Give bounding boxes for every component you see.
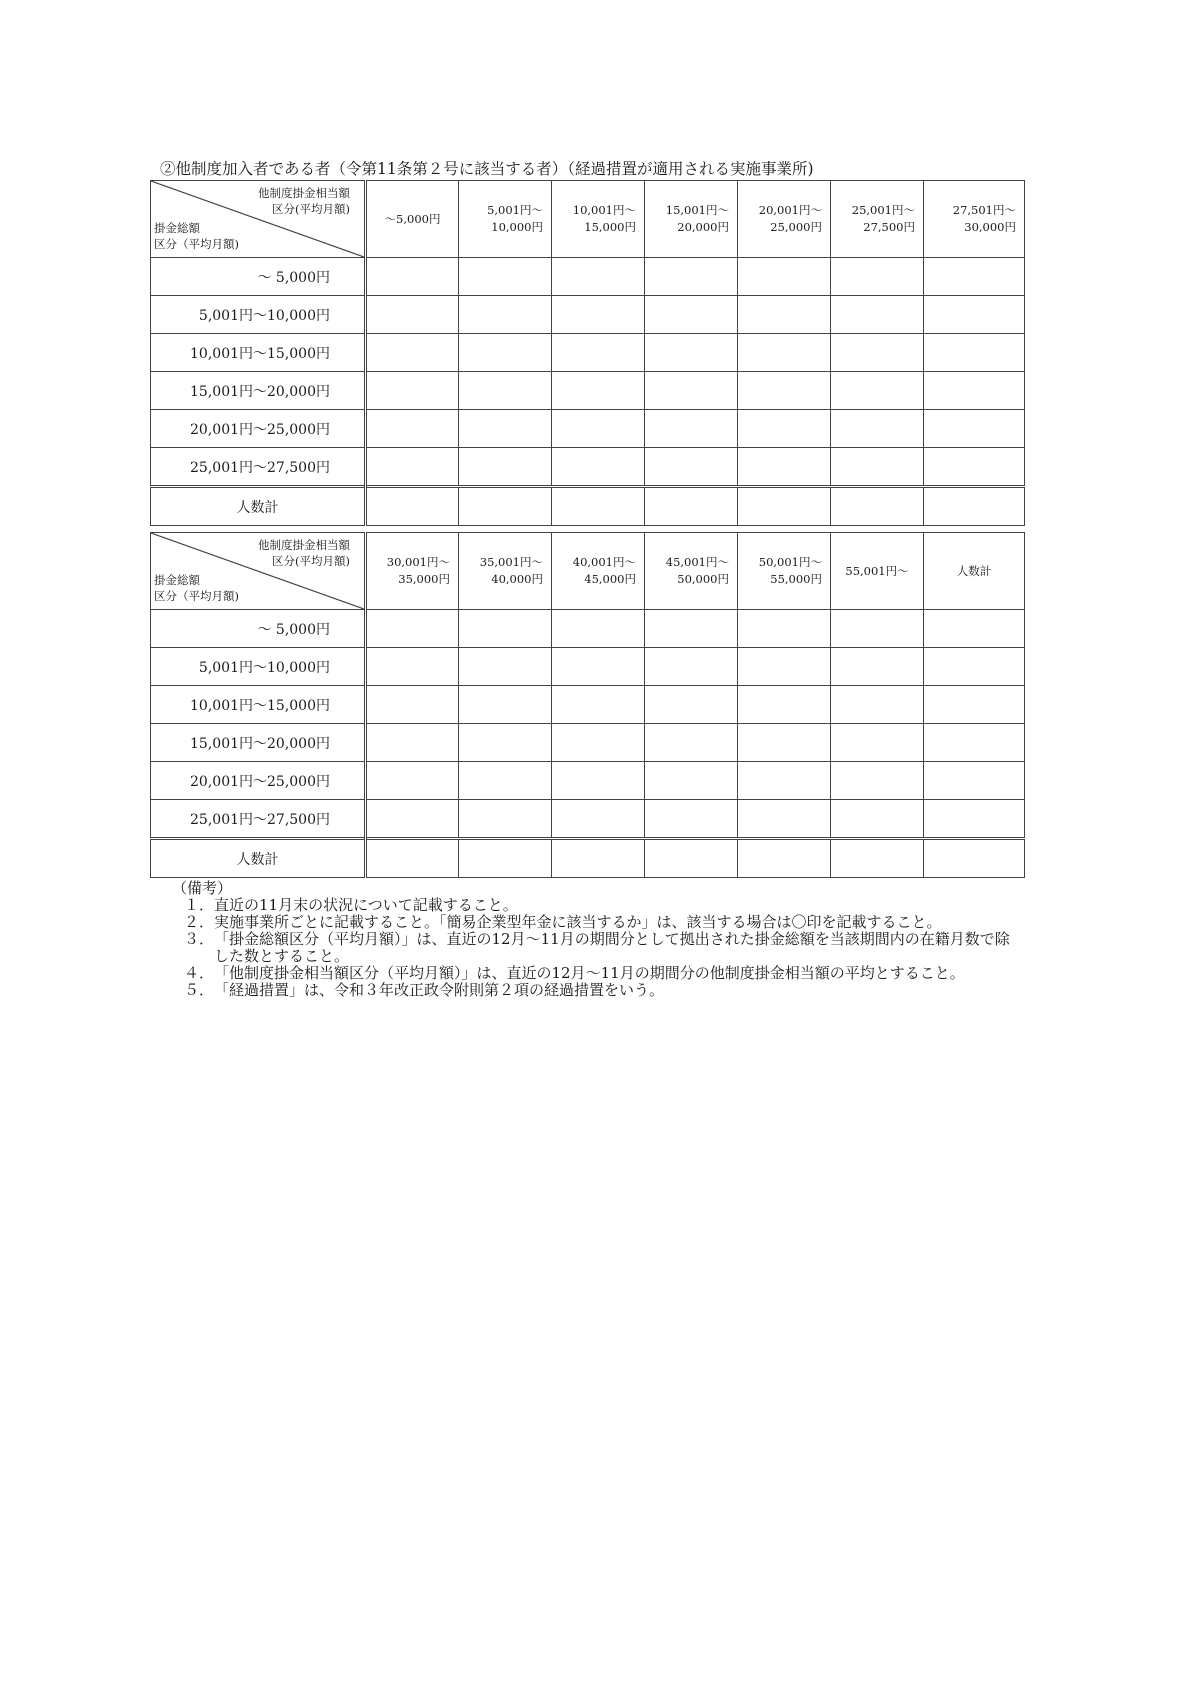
entry-cell[interactable] — [831, 334, 924, 372]
column-header-line1: ～5,000円 — [384, 211, 441, 226]
column-header — [645, 533, 738, 610]
column-header-line2: 55,000円 — [770, 572, 822, 586]
column-header-line1: 35,001円～ — [479, 555, 543, 569]
entry-cell[interactable] — [645, 372, 738, 410]
entry-cell[interactable] — [645, 648, 738, 686]
corner-column-axis-label — [258, 185, 350, 217]
entry-cell[interactable] — [366, 410, 459, 448]
column-header-line1: 55,001円～ — [845, 563, 909, 578]
entry-cell[interactable] — [738, 686, 831, 724]
entry-cell[interactable] — [645, 800, 738, 839]
row-label: ～ 5,000円 — [151, 258, 366, 296]
entry-cell[interactable] — [738, 258, 831, 296]
remark-text: 実施事業所ごとに記載すること。「簡易企業型年金に該当するか」は、該当する場合は〇印を記載すること。 — [214, 913, 942, 931]
total-entry-cell[interactable] — [552, 839, 645, 878]
entry-cell[interactable] — [924, 762, 1025, 800]
total-entry-cell[interactable] — [924, 487, 1025, 526]
column-header — [552, 533, 645, 610]
entry-cell[interactable] — [831, 448, 924, 487]
corner-top-line2: 区分(平均月額) — [272, 202, 350, 216]
entry-cell[interactable] — [831, 800, 924, 839]
entry-cell[interactable] — [831, 724, 924, 762]
total-entry-cell[interactable] — [459, 839, 552, 878]
entry-cell[interactable] — [924, 800, 1025, 839]
entry-cell[interactable] — [366, 296, 459, 334]
remark-text: 「他制度掛金相当額区分（平均月額）」は、直近の12月～11月の期間分の他制度掛金相当額の平均とすること。 — [214, 964, 965, 982]
entry-cell[interactable] — [831, 296, 924, 334]
corner-header-cell — [151, 533, 366, 610]
entry-cell[interactable] — [645, 762, 738, 800]
column-header — [831, 181, 924, 258]
table-row — [151, 724, 1025, 762]
column-header — [738, 533, 831, 610]
entry-cell[interactable] — [645, 296, 738, 334]
header-row — [151, 533, 1025, 610]
column-header-line2: 15,000円 — [584, 220, 636, 234]
column-header-line1: 50,001円～ — [758, 555, 822, 569]
entry-cell[interactable] — [459, 448, 552, 487]
entry-cell[interactable] — [738, 410, 831, 448]
entry-cell[interactable] — [645, 334, 738, 372]
column-header — [738, 181, 831, 258]
column-header-line1: 20,001円～ — [758, 203, 822, 217]
form-page — [150, 158, 1024, 999]
remarks-section — [150, 880, 1024, 999]
entry-cell[interactable] — [552, 448, 645, 487]
entry-cell[interactable] — [459, 334, 552, 372]
column-header-line2: 27,500円 — [863, 220, 915, 234]
corner-column-axis-label — [258, 537, 350, 569]
remark-text: 「掛金総額区分（平均月額）」は、直近の12月～11月の期間分として拠出された掛金総額を当該期間内の在籍月数で除した数とすること。 — [214, 930, 1010, 965]
table-row — [151, 762, 1025, 800]
total-row — [151, 487, 1025, 526]
row-label: 10,001円～15,000円 — [151, 686, 366, 724]
column-header — [459, 533, 552, 610]
total-entry-cell[interactable] — [366, 487, 459, 526]
column-header — [459, 181, 552, 258]
table-row — [151, 648, 1025, 686]
entry-cell[interactable] — [459, 610, 552, 648]
corner-bottom-line2: 区分（平均月額) — [154, 237, 239, 251]
table-row — [151, 334, 1025, 372]
entry-cell[interactable] — [459, 410, 552, 448]
entry-cell[interactable] — [552, 258, 645, 296]
entry-cell[interactable] — [924, 334, 1025, 372]
entry-cell[interactable] — [459, 648, 552, 686]
entry-cell[interactable] — [645, 448, 738, 487]
entry-cell[interactable] — [924, 296, 1025, 334]
row-label: 15,001円～20,000円 — [151, 724, 366, 762]
contribution-table-1 — [150, 180, 1025, 526]
corner-row-axis-label — [154, 220, 239, 252]
form-title: ②他制度加入者である者（令第11条第２号に該当する者）（経過措置が適用される実施事業所) — [160, 160, 814, 178]
entry-cell[interactable] — [366, 372, 459, 410]
remark-text: 直近の11月末の状況について記載すること。 — [214, 896, 518, 914]
column-header-line1: 人数計 — [956, 563, 992, 578]
entry-cell[interactable] — [924, 648, 1025, 686]
entry-cell[interactable] — [459, 724, 552, 762]
column-header — [552, 181, 645, 258]
row-label: 25,001円～27,500円 — [151, 800, 366, 839]
total-row-label: 人数計 — [151, 839, 366, 878]
table-row — [151, 800, 1025, 839]
remark-number: ４． — [184, 964, 215, 982]
entry-cell[interactable] — [459, 372, 552, 410]
column-header-line1: 27,501円～ — [952, 203, 1016, 217]
column-header-line1: 15,001円～ — [665, 203, 729, 217]
entry-cell[interactable] — [552, 410, 645, 448]
entry-cell[interactable] — [738, 296, 831, 334]
entry-cell[interactable] — [738, 448, 831, 487]
entry-cell[interactable] — [645, 686, 738, 724]
contribution-table-2 — [150, 532, 1025, 878]
total-entry-cell[interactable] — [924, 839, 1025, 878]
row-label: 5,001円～10,000円 — [151, 296, 366, 334]
total-entry-cell[interactable] — [831, 487, 924, 526]
entry-cell[interactable] — [552, 334, 645, 372]
entry-cell[interactable] — [366, 610, 459, 648]
column-header-line2: 30,000円 — [964, 220, 1016, 234]
remark-item — [150, 982, 1024, 999]
column-header-line2: 40,000円 — [491, 572, 543, 586]
entry-cell[interactable] — [924, 258, 1025, 296]
column-header — [831, 533, 924, 610]
entry-cell[interactable] — [738, 648, 831, 686]
entry-cell[interactable] — [366, 762, 459, 800]
row-label: 15,001円～20,000円 — [151, 372, 366, 410]
entry-cell[interactable] — [831, 762, 924, 800]
entry-cell[interactable] — [366, 334, 459, 372]
entry-cell[interactable] — [924, 724, 1025, 762]
entry-cell[interactable] — [924, 610, 1025, 648]
row-label: ～ 5,000円 — [151, 610, 366, 648]
total-entry-cell[interactable] — [645, 487, 738, 526]
entry-cell[interactable] — [738, 610, 831, 648]
entry-cell[interactable] — [924, 686, 1025, 724]
corner-header-cell — [151, 181, 366, 258]
entry-cell[interactable] — [459, 800, 552, 839]
total-row-label: 人数計 — [151, 487, 366, 526]
corner-row-axis-label — [154, 572, 239, 604]
column-header-line2: 35,000円 — [398, 572, 450, 586]
column-header-line2: 10,000円 — [491, 220, 543, 234]
corner-bottom-line2: 区分（平均月額) — [154, 589, 239, 603]
entry-cell[interactable] — [552, 686, 645, 724]
row-label: 5,001円～10,000円 — [151, 648, 366, 686]
corner-top-line2: 区分(平均月額) — [272, 554, 350, 568]
total-entry-cell[interactable] — [738, 487, 831, 526]
remark-item — [150, 965, 1024, 982]
entry-cell[interactable] — [366, 800, 459, 839]
corner-bottom-line1: 掛金総額 — [154, 221, 200, 235]
remark-number: １． — [184, 896, 215, 914]
remarks-heading: （備考） — [172, 879, 233, 897]
total-entry-cell[interactable] — [831, 839, 924, 878]
entry-cell[interactable] — [552, 800, 645, 839]
entry-cell[interactable] — [924, 372, 1025, 410]
entry-cell[interactable] — [552, 296, 645, 334]
row-label: 20,001円～25,000円 — [151, 410, 366, 448]
remark-number: ３． — [184, 930, 215, 948]
entry-cell[interactable] — [831, 686, 924, 724]
table-row — [151, 610, 1025, 648]
entry-cell[interactable] — [738, 334, 831, 372]
column-header-line1: 10,001円～ — [572, 203, 636, 217]
column-header — [924, 181, 1025, 258]
column-header-line1: 30,001円～ — [386, 555, 450, 569]
entry-cell[interactable] — [366, 448, 459, 487]
column-header — [924, 533, 1025, 610]
entry-cell[interactable] — [459, 686, 552, 724]
entry-cell[interactable] — [645, 724, 738, 762]
remark-item — [150, 931, 1024, 965]
entry-cell[interactable] — [924, 410, 1025, 448]
entry-cell[interactable] — [738, 800, 831, 839]
table-row — [151, 258, 1025, 296]
column-header-line1: 40,001円～ — [572, 555, 636, 569]
entry-cell[interactable] — [552, 724, 645, 762]
column-header-line1: 45,001円～ — [665, 555, 729, 569]
row-label: 25,001円～27,500円 — [151, 448, 366, 487]
total-entry-cell[interactable] — [738, 839, 831, 878]
remark-text: 「経過措置」は、令和３年改正政令附則第２項の経過措置をいう。 — [214, 981, 665, 999]
entry-cell[interactable] — [645, 610, 738, 648]
total-row — [151, 839, 1025, 878]
entry-cell[interactable] — [645, 258, 738, 296]
total-entry-cell[interactable] — [459, 487, 552, 526]
column-header — [366, 533, 459, 610]
remark-number: ２． — [184, 913, 215, 931]
entry-cell[interactable] — [924, 448, 1025, 487]
entry-cell[interactable] — [366, 686, 459, 724]
table-row — [151, 448, 1025, 487]
entry-cell[interactable] — [552, 648, 645, 686]
column-header — [645, 181, 738, 258]
entry-cell[interactable] — [459, 258, 552, 296]
table-row — [151, 410, 1025, 448]
entry-cell[interactable] — [738, 724, 831, 762]
entry-cell[interactable] — [459, 762, 552, 800]
column-header-line2: 20,000円 — [677, 220, 729, 234]
table-row — [151, 372, 1025, 410]
table-row — [151, 686, 1025, 724]
corner-top-line1: 他制度掛金相当額 — [258, 538, 350, 552]
remark-item — [150, 914, 1024, 931]
remark-item — [150, 897, 1024, 914]
entry-cell[interactable] — [738, 762, 831, 800]
entry-cell[interactable] — [831, 258, 924, 296]
entry-cell[interactable] — [831, 372, 924, 410]
column-header-line2: 45,000円 — [584, 572, 636, 586]
entry-cell[interactable] — [738, 372, 831, 410]
entry-cell[interactable] — [459, 296, 552, 334]
header-row — [151, 181, 1025, 258]
total-entry-cell[interactable] — [552, 487, 645, 526]
entry-cell[interactable] — [645, 410, 738, 448]
remark-number: ５． — [184, 981, 215, 999]
row-label: 20,001円～25,000円 — [151, 762, 366, 800]
entry-cell[interactable] — [366, 648, 459, 686]
total-entry-cell[interactable] — [366, 839, 459, 878]
table-row — [151, 296, 1025, 334]
corner-top-line1: 他制度掛金相当額 — [258, 186, 350, 200]
entry-cell[interactable] — [552, 610, 645, 648]
column-header-line1: 25,001円～ — [851, 203, 915, 217]
entry-cell[interactable] — [552, 372, 645, 410]
column-header-line2: 50,000円 — [677, 572, 729, 586]
corner-bottom-line1: 掛金総額 — [154, 573, 200, 587]
column-header-line1: 5,001円～ — [487, 203, 543, 217]
column-header-line2: 25,000円 — [770, 220, 822, 234]
row-label: 10,001円～15,000円 — [151, 334, 366, 372]
column-header — [366, 181, 459, 258]
entry-cell[interactable] — [552, 762, 645, 800]
entry-cell[interactable] — [831, 410, 924, 448]
total-entry-cell[interactable] — [645, 839, 738, 878]
entry-cell[interactable] — [366, 258, 459, 296]
entry-cell[interactable] — [831, 648, 924, 686]
entry-cell[interactable] — [366, 724, 459, 762]
entry-cell[interactable] — [831, 610, 924, 648]
